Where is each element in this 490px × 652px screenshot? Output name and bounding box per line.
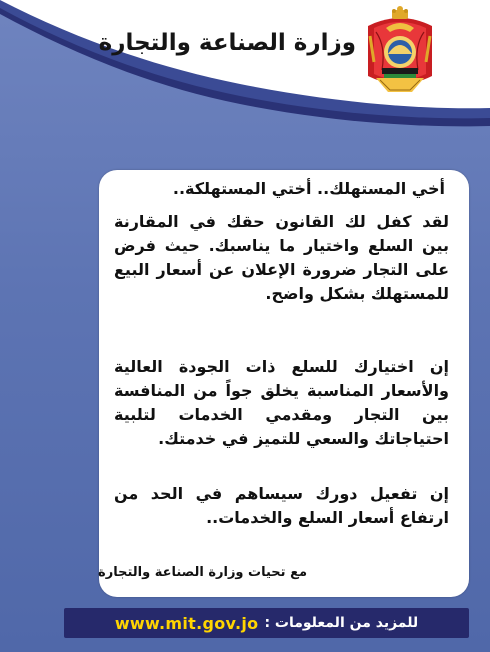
message-card <box>99 170 469 597</box>
paragraph-price-disclosure: لقد كفل لك القانون حقك في المقارنة بين السلع واختيار ما يناسبك. حيث فرض على التجار ضرورة الإعلان عن أسعار البيع للمستهلك بشكل واضح. <box>114 212 449 303</box>
greeting-heading: أخي المستهلك.. أختي المستهلكة.. <box>172 179 445 198</box>
website-link[interactable]: www.mit.gov.jo <box>114 613 259 633</box>
footer-bar <box>64 608 469 638</box>
regards-signature: مع تحيات وزارة الصناعة والتجارة <box>98 565 307 580</box>
footer-info-label: للمزيد من المعلومات : <box>264 615 419 631</box>
jordan-coat-of-arms-icon <box>362 6 438 98</box>
paragraph-price-control: إن تفعيل دورك سيساهم في الحد من ارتفاع أسعار السلع والخدمات.. <box>114 484 449 527</box>
paragraph-quality-competition: إن اختيارك للسلع ذات الجودة العالية والأسعار المناسبة يخلق جواً من المنافسة بين التجار ومقدمي الخدمات لتلبية احتياجاتك والسعي للتميز في خدمتك. <box>114 357 449 448</box>
ministry-title: وزارة الصناعة والتجارة <box>98 30 356 56</box>
